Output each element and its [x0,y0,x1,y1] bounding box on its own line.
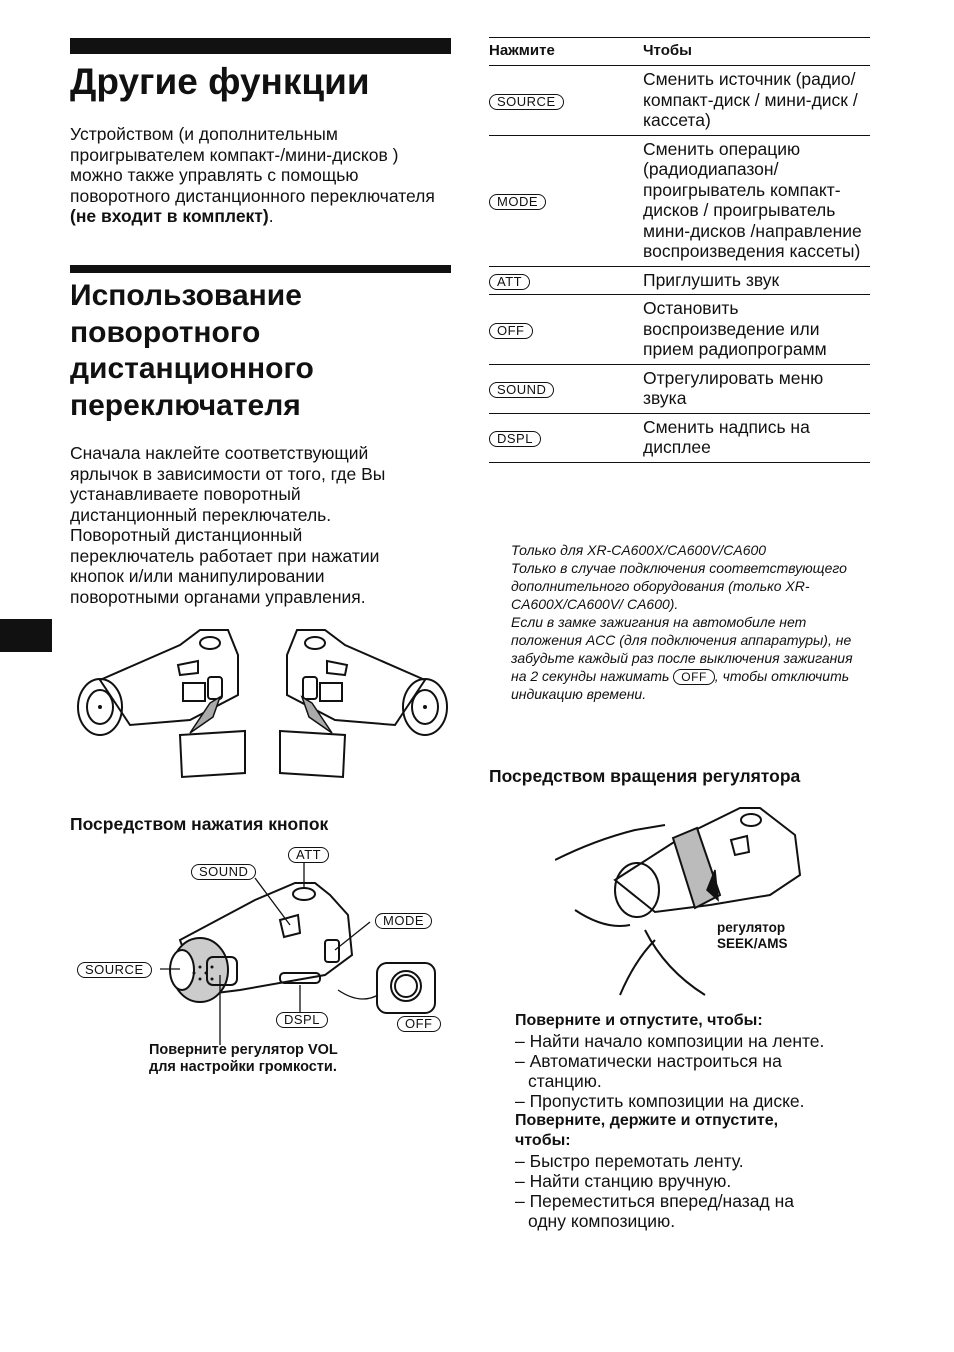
intro-end: . [268,206,274,226]
vol-caption-line1: Поверните регулятор VOL [149,1042,338,1058]
row-action: Приглушить звук [643,266,870,295]
table-row [489,266,870,295]
off-label: OFF [397,1016,441,1032]
section-bar [70,38,451,54]
table-row [489,66,870,136]
mode-label: MODE [375,913,432,929]
instr-item-cont: одну композицию. [528,1211,676,1231]
instr-item-cont: станцию. [528,1071,602,1091]
source-key: SOURCE [489,94,564,110]
instr-item: – Автоматически настроиться на [515,1051,782,1071]
mode-key: MODE [489,194,546,210]
table-row [489,135,870,266]
rotate-heading: Посредством вращения регулятора [489,766,801,786]
intro-bold: (не входит в комплект) [70,206,269,226]
sound-label: SOUND [191,864,256,880]
header-press: Нажмите [489,38,643,66]
intro-paragraph [70,124,455,227]
footnote-2: Только в случае подключения соответствующего дополнительного оборудования (только XR-CA600X/CA600V/ CA600). [511,560,847,612]
section-bar [70,265,451,273]
row-action: Остановить воспроизведение или прием радиопрограмм [643,295,870,365]
button-diagram [70,845,460,1085]
section-title: Использование поворотного дистанционного переключателя [70,279,314,422]
table-header-row [489,38,870,66]
controller-labels-illustration [70,625,455,785]
intro-text: Устройством (и дополнительным проигрывателем компакт-/мини-дисков ) можно также управлять с помощью поворотного дистанционного переключателя [70,124,435,206]
row-action: Сменить источник (радио/компакт-диск / мини-диск /кассета) [643,66,870,136]
footnote-3-end: , чтобы отключить индикацию времени. [511,668,850,702]
footnote-3 [511,613,866,703]
page-edge-marker [0,619,52,652]
instr-item: – Быстро перемотать ленту. [515,1151,744,1171]
row-action: Отрегулировать меню звука [643,364,870,413]
vol-caption [149,1042,409,1076]
seek-ams-label [717,920,788,952]
rotate-instructions [515,1011,875,1231]
source-label: SOURCE [77,962,152,978]
footnotes [511,541,866,703]
dspl-key: DSPL [489,431,541,447]
usage-paragraph: Сначала наклейте соответствующий ярлычок в зависимости от того, где Вы устанавливаете поворотный дистанционный переключатель. Поворотный дистанционный переключатель работает при нажатии кнопок и/или манипулировании поворотными органами управления. [70,443,386,607]
off-key: OFF [489,323,533,339]
seek-ams-illustration [555,800,815,1000]
table-row [489,413,870,462]
instr-item: – Найти начало композиции на ленте. [515,1031,825,1051]
footnote-3-text: Если в замке зажигания на автомобиле нет положения ACC (для подключения аппаратуры), не забудьте каждый раз после выключения зажигания на 2 секунды нажимать [511,614,853,684]
seek-label-line2: SEEK/AMS [717,936,788,951]
section-title: Другие функции [70,61,370,102]
att-key: ATT [489,274,530,290]
press-heading: Посредством нажатия кнопок [70,814,329,834]
button-function-table [489,37,870,463]
row-action: Сменить надпись на дисплее [643,413,870,462]
instr-heading-2b: чтобы: [515,1132,571,1149]
seek-label-line1: регулятор [717,920,786,935]
footnote-1: Только для XR-CA600X/CA600V/CA600 [511,542,767,558]
sound-key: SOUND [489,382,554,398]
instr-item: – Переместиться вперед/назад на [515,1191,794,1211]
instr-heading-1: Поверните и отпустите, чтобы: [515,1012,763,1029]
vol-caption-line2: для настройки громкости. [149,1059,337,1075]
controller-buttons-illustration [70,845,460,1045]
row-action: Сменить операцию (радиодиапазон/ проигрыватель компакт-дисков / проигрыватель мини-дисков /направление воспроизведения кассеты) [643,135,870,266]
off-key-inline: OFF [673,669,715,685]
instr-heading-2a: Поверните, держите и отпустите, [515,1112,779,1129]
dspl-label: DSPL [276,1012,328,1028]
instr-item: – Пропустить композиции на диске. [515,1091,805,1111]
instr-item: – Найти станцию вручную. [515,1171,732,1191]
att-label: ATT [288,847,329,863]
table-row [489,364,870,413]
header-to: Чтобы [643,38,870,66]
table-row [489,295,870,365]
